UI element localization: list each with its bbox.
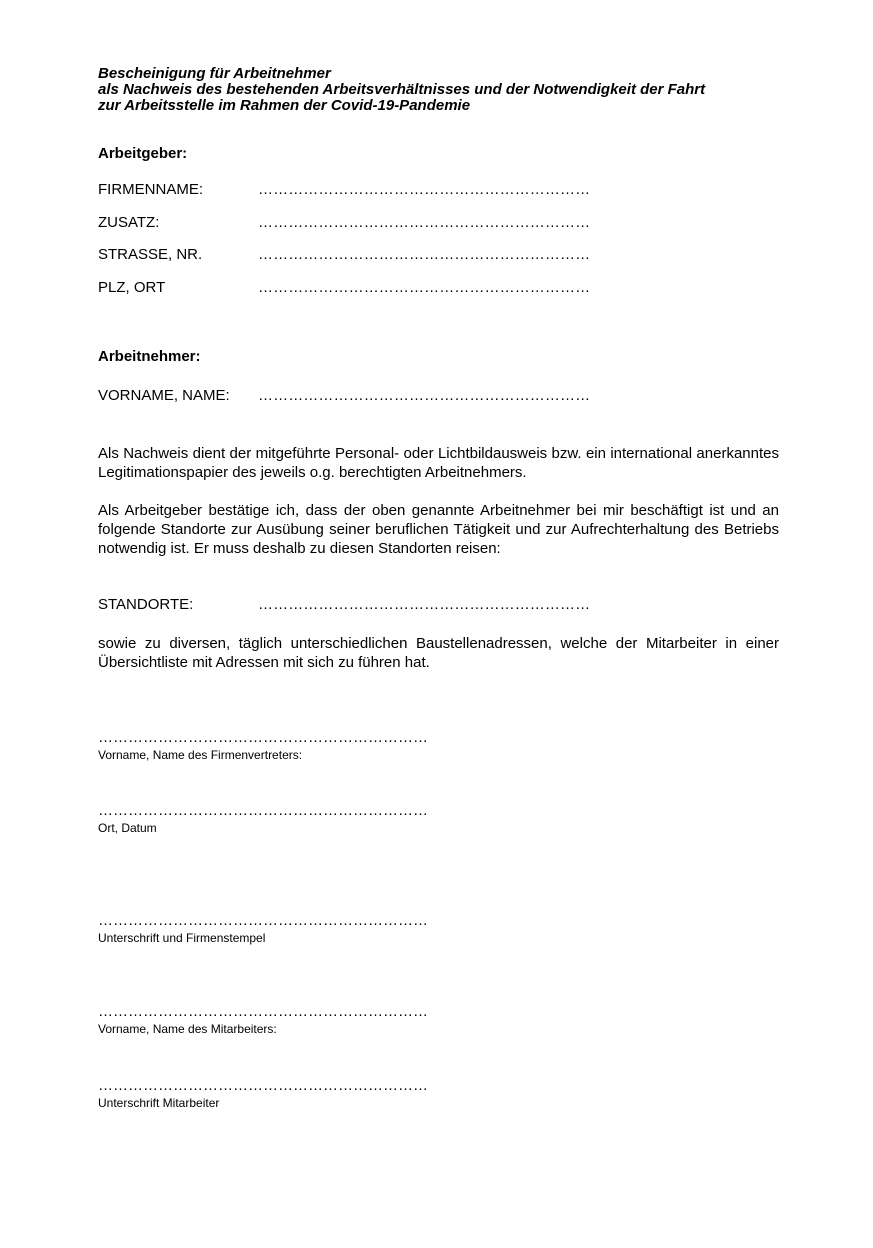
street-label: STRASSE, NR.	[98, 246, 203, 263]
paragraph-construction-sites: sowie zu diversen, täglich unterschiedlichen Baustellenadressen, welche der Mitarbeiter in einer Übersichtliste mit Adressen mit sich zu führen hat.	[98, 635, 779, 671]
representative-name-line[interactable]: …………………………………………………………	[98, 729, 428, 746]
addition-label: ZUSATZ:	[98, 214, 160, 231]
signature-stamp-line[interactable]: …………………………………………………………	[98, 912, 428, 929]
employee-name-sign-line[interactable]: …………………………………………………………	[98, 1003, 428, 1020]
employee-signature-line[interactable]: …………………………………………………………	[98, 1077, 428, 1094]
employee-signature-caption: Unterschrift Mitarbeiter	[98, 1096, 220, 1110]
addition-field[interactable]: …………………………………………………………	[258, 214, 591, 231]
employee-name-sign-caption: Vorname, Name des Mitarbeiters:	[98, 1022, 277, 1036]
locations-label: STANDORTE:	[98, 596, 194, 613]
street-field[interactable]: …………………………………………………………	[258, 246, 591, 263]
place-date-line[interactable]: …………………………………………………………	[98, 802, 428, 819]
paragraph-confirmation: Als Arbeitgeber bestätige ich, dass der oben genannte Arbeitnehmer bei mir beschäftigt ist und an folgende Standorte zur Ausübung seiner beruflichen Tätigkeit und zur Aufrechterhaltung des Betriebs notwendig ist. Er muss deshalb zu diesen Standorten reisen:	[98, 502, 779, 557]
title-line-3: zur Arbeitsstelle im Rahmen der Covid-19-Pandemie	[98, 97, 471, 114]
title-line-2: als Nachweis des bestehenden Arbeitsverhältnisses und der Notwendigkeit der Fahrt	[98, 81, 706, 98]
locations-field[interactable]: …………………………………………………………	[258, 596, 591, 613]
zip-city-label: PLZ, ORT	[98, 279, 166, 296]
signature-stamp-caption: Unterschrift und Firmenstempel	[98, 931, 266, 945]
paragraph-identification: Als Nachweis dient der mitgeführte Personal- oder Lichtbildausweis bzw. ein international anerkanntes Legitimationspapier des jeweils o.g. berechtigten Arbeitnehmers.	[98, 445, 779, 481]
company-name-field[interactable]: …………………………………………………………	[258, 181, 591, 198]
title-line-1: Bescheinigung für Arbeitnehmer	[98, 65, 331, 82]
company-name-label: FIRMENNAME:	[98, 181, 203, 198]
place-date-caption: Ort, Datum	[98, 821, 157, 835]
representative-name-caption: Vorname, Name des Firmenvertreters:	[98, 748, 303, 762]
employer-heading: Arbeitgeber:	[98, 145, 188, 162]
document-title	[98, 66, 788, 114]
zip-city-field[interactable]: …………………………………………………………	[258, 279, 591, 296]
employee-heading: Arbeitnehmer:	[98, 348, 201, 365]
employee-name-field[interactable]: …………………………………………………………	[258, 387, 591, 404]
employee-name-label: VORNAME, NAME:	[98, 387, 230, 404]
